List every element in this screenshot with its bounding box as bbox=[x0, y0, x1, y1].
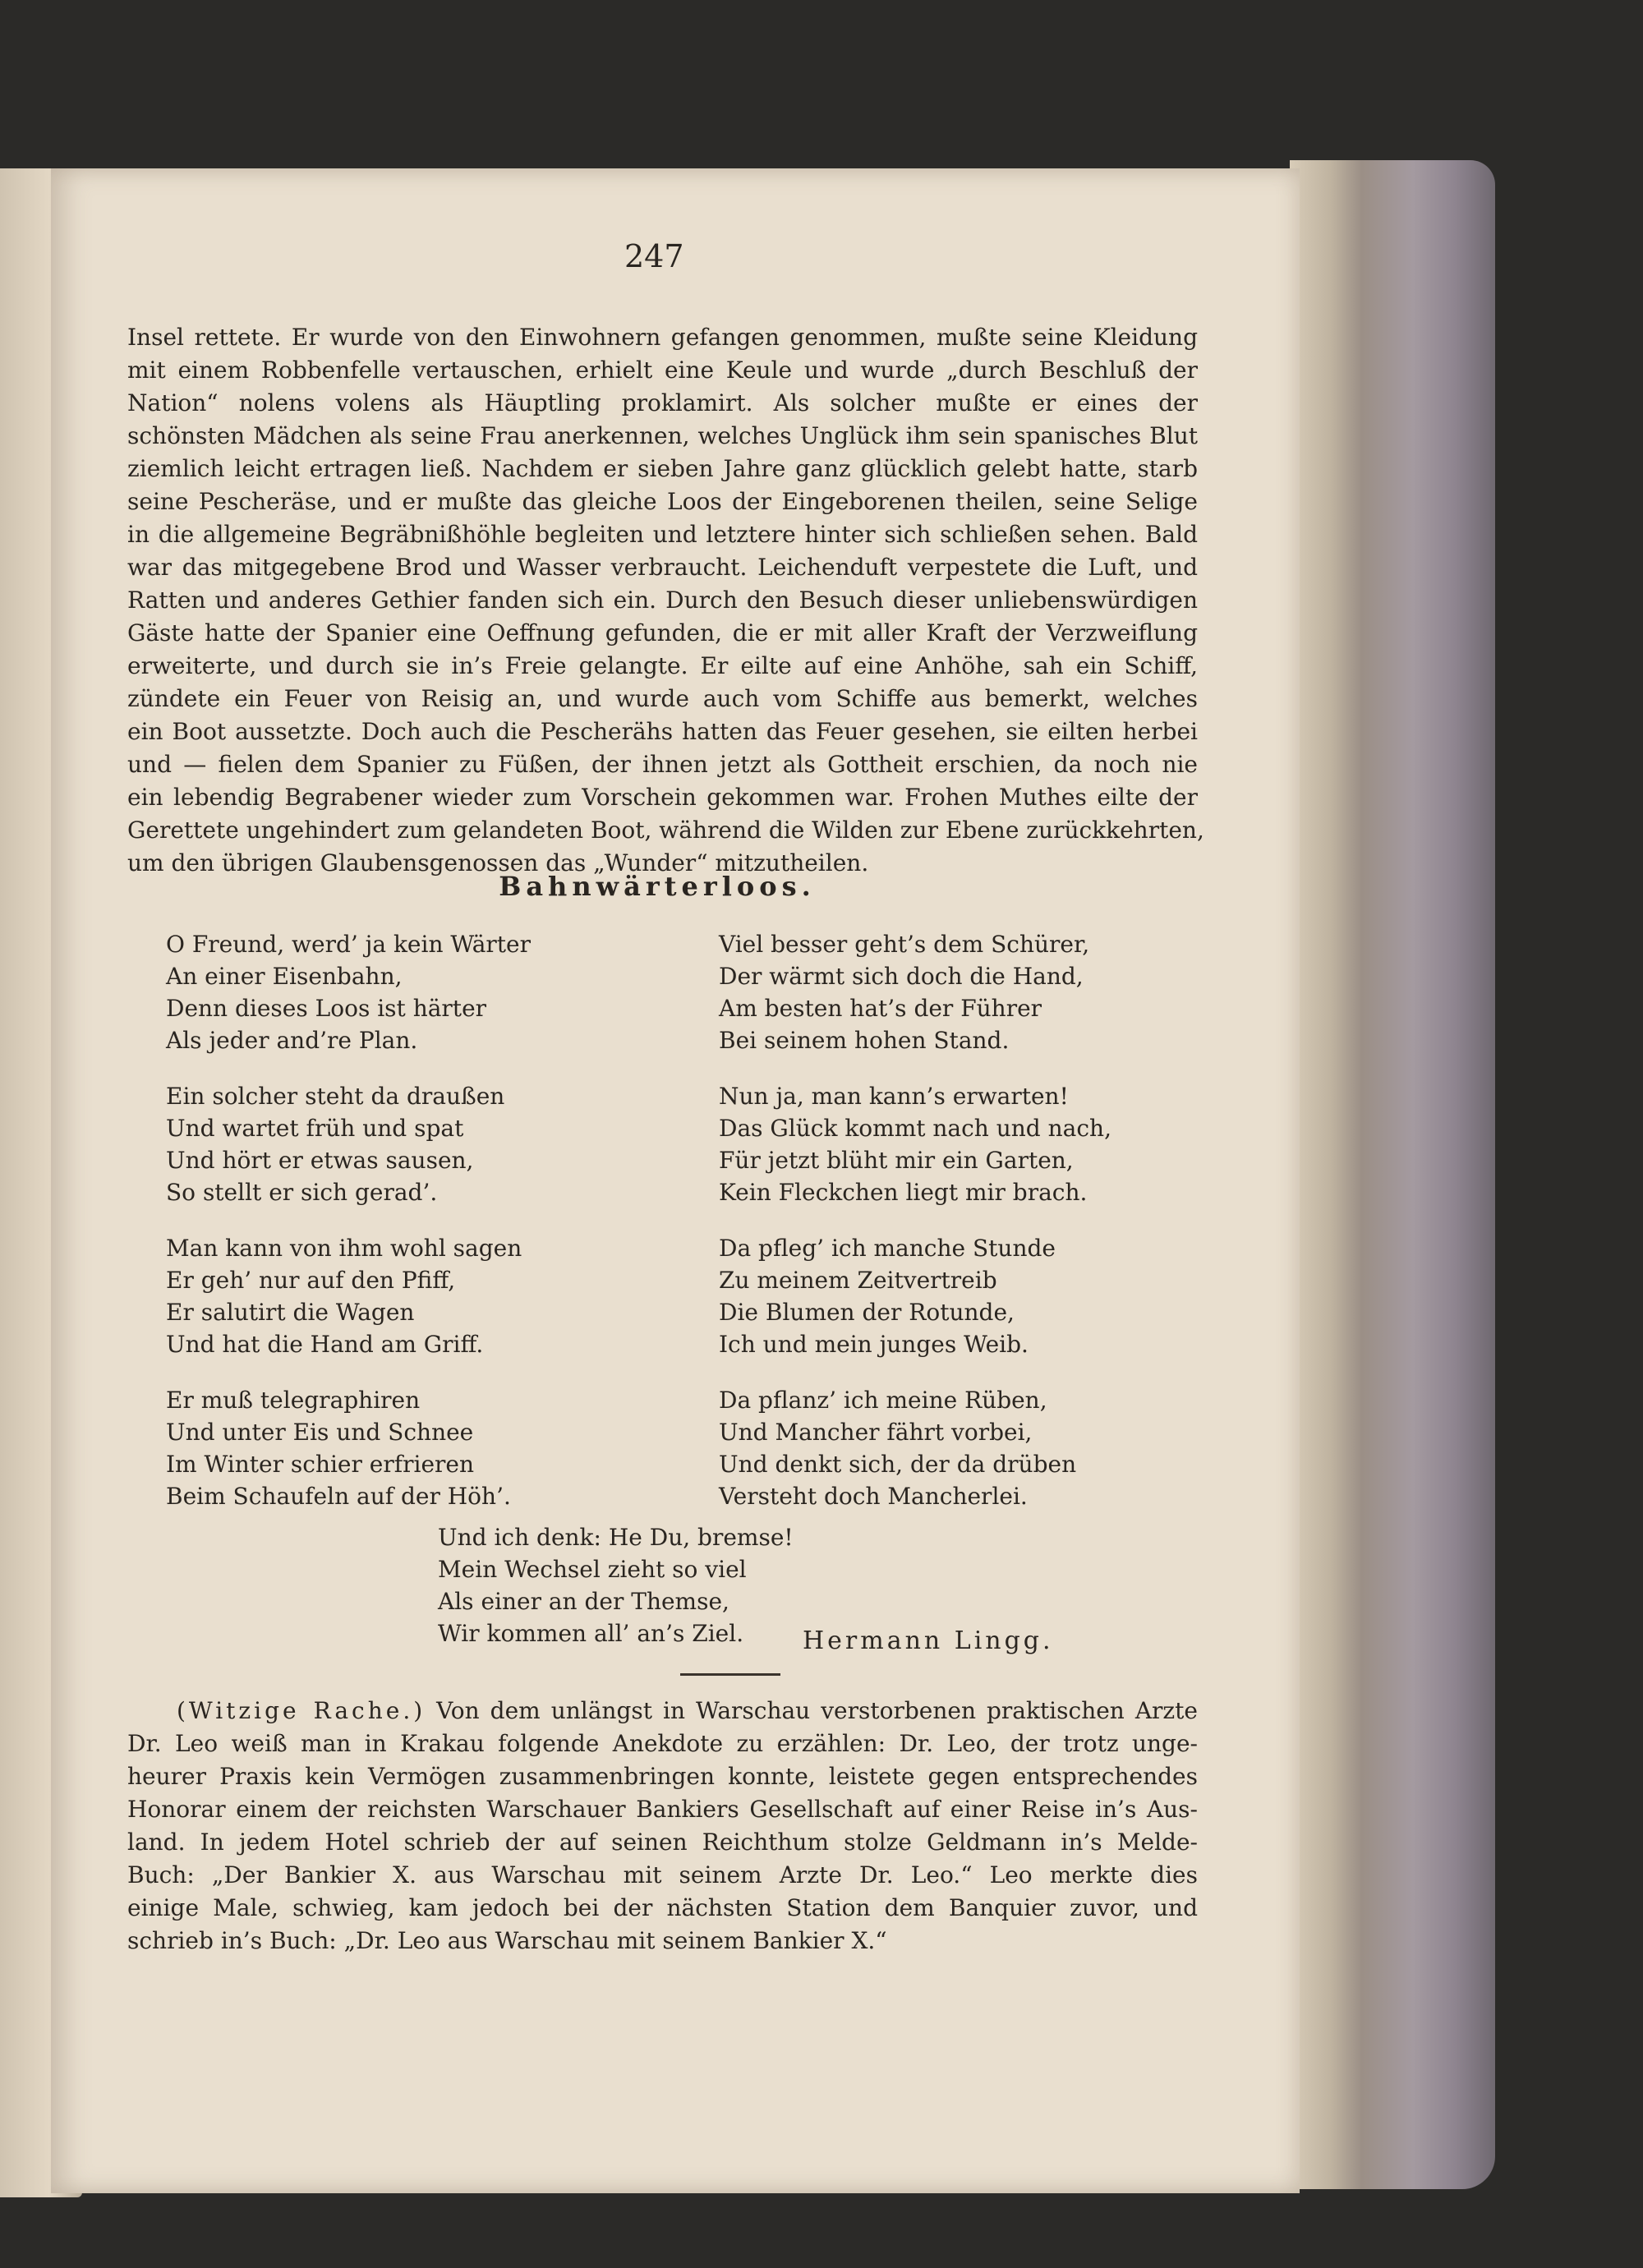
poem-line: Und ich denk: He Du, bremse! bbox=[438, 1524, 794, 1551]
poem-line: Beim Schaufeln auf der Höh’. bbox=[166, 1483, 511, 1510]
text-line: war das mitgegebene Brod und Wasser verbraucht. Leichenduft verpestete die Luft, und bbox=[127, 554, 1198, 581]
text-line: Ratten und anderes Gethier fanden sich ein. Durch den Besuch dieser unliebenswürdigen bbox=[127, 587, 1198, 614]
poem-line: Und hört er etwas sausen, bbox=[166, 1147, 474, 1174]
text-line: einige Male, schwieg, kam jedoch bei der nächsten Station dem Banquier zuvor, und bbox=[127, 1894, 1198, 1921]
poem-line: Denn dieses Loos ist härter bbox=[166, 995, 487, 1022]
text-line: ein lebendig Begrabener wieder zum Vorschein gekommen war. Frohen Muthes eilte der bbox=[127, 784, 1198, 811]
text-line: seine Pescheräse, und er mußte das gleiche Loos der Eingeborenen theilen, seine Selige bbox=[127, 488, 1198, 515]
poem-line: Für jetzt blüht mir ein Garten, bbox=[719, 1147, 1074, 1174]
text-line: ein Boot aussetzte. Doch auch die Pescherähs hatten das Feuer gesehen, sie eilten herbei bbox=[127, 718, 1198, 745]
poem-line: Er geh’ nur auf den Pfiff, bbox=[166, 1267, 456, 1294]
poem-line: Da pflanz’ ich meine Rüben, bbox=[719, 1387, 1047, 1414]
poem-line: Als jeder and’re Plan. bbox=[166, 1027, 418, 1054]
poem-line: An einer Eisenbahn, bbox=[166, 963, 403, 990]
poem-line: Man kann von ihm wohl sagen bbox=[166, 1235, 522, 1262]
poem-line: Und Mancher fährt vorbei, bbox=[719, 1419, 1033, 1446]
section-divider bbox=[680, 1673, 780, 1676]
text-span: Von dem unlängst in Warschau verstorbenen praktischen Arzte bbox=[436, 1697, 1198, 1724]
poem-line: Der wärmt sich doch die Hand, bbox=[719, 963, 1084, 990]
text-line: zündete ein Feuer von Reisig an, und wurde auch vom Schiffe aus bemerkt, welches bbox=[127, 685, 1198, 712]
poem-line: Da pfleg’ ich manche Stunde bbox=[719, 1235, 1056, 1262]
poem-line: Kein Fleckchen liegt mir brach. bbox=[719, 1179, 1088, 1206]
text-line: heurer Praxis kein Vermögen zusammenbringen konnte, leistete gegen entsprechendes bbox=[127, 1763, 1198, 1790]
text-line: Honorar einem der reichsten Warschauer Bankiers Gesellschaft auf einer Reise in’s Aus- bbox=[127, 1796, 1198, 1823]
poem-line: Am besten hat’s der Führer bbox=[719, 995, 1042, 1022]
text-line: schrieb in’s Buch: „Dr. Leo aus Warschau mit seinem Bankier X.“ bbox=[127, 1927, 887, 1954]
poem-line: Und unter Eis und Schnee bbox=[166, 1419, 474, 1446]
text-line: Gäste hatte der Spanier eine Oeffnung gefunden, die er mit aller Kraft der Verzweiflung bbox=[127, 619, 1198, 646]
poem-line: Viel besser geht’s dem Schürer, bbox=[719, 931, 1090, 958]
poem-line: Ich und mein junges Weib. bbox=[719, 1331, 1029, 1358]
poem-line: Im Winter schier erfrieren bbox=[166, 1451, 475, 1478]
poem-line: Wir kommen all’ an’s Ziel. bbox=[438, 1620, 744, 1647]
text-line bbox=[177, 1695, 1198, 1727]
page-number: 247 bbox=[624, 238, 684, 274]
poem-line: Versteht doch Mancherlei. bbox=[719, 1483, 1028, 1510]
poem-line: Mein Wechsel zieht so viel bbox=[438, 1556, 747, 1583]
text-line: Nation“ nolens volens als Häuptling proklamirt. Als solcher mußte er eines der bbox=[127, 389, 1198, 416]
text-line: Insel rettete. Er wurde von den Einwohnern gefangen genommen, mußte seine Kleidung bbox=[127, 324, 1198, 351]
poem-line: Ein solcher steht da draußen bbox=[166, 1083, 505, 1110]
poem-line: Er salutirt die Wagen bbox=[166, 1299, 415, 1326]
poem-line: Und wartet früh und spat bbox=[166, 1115, 464, 1142]
poem-line: Und hat die Hand am Griff. bbox=[166, 1331, 484, 1358]
text-line: land. In jedem Hotel schrieb der auf seinen Reichthum stolze Geldmann in’s Melde- bbox=[127, 1829, 1198, 1856]
page-block-edges bbox=[1290, 160, 1495, 2189]
text-line: schönsten Mädchen als seine Frau anerkennen, welches Unglück ihm sein spanisches Blut bbox=[127, 422, 1198, 449]
text-line: Dr. Leo weiß man in Krakau folgende Anekdote zu erzählen: Dr. Leo, der trotz unge- bbox=[127, 1730, 1198, 1757]
poem-author: Hermann Lingg. bbox=[803, 1626, 1054, 1655]
poem-line: Nun ja, man kann’s erwarten! bbox=[719, 1083, 1069, 1110]
poem-line: O Freund, werd’ ja kein Wärter bbox=[166, 931, 532, 958]
text-line: erweiterte, und durch sie in’s Freie gelangte. Er eilte auf eine Anhöhe, sah ein Schiff, bbox=[127, 652, 1198, 679]
text-line: ziemlich leicht ertragen ließ. Nachdem er sieben Jahre ganz glücklich gelebt hatte, starb bbox=[127, 455, 1198, 482]
text-line: in die allgemeine Begräbnißhöhle begleiten und letztere hinter sich schließen sehen. Bald bbox=[127, 521, 1198, 548]
poem-line: Als einer an der Themse, bbox=[438, 1588, 729, 1615]
poem-title: Bahnwärterloos. bbox=[499, 871, 816, 902]
poem-line: Er muß telegraphiren bbox=[166, 1387, 421, 1414]
poem-line: Die Blumen der Rotunde, bbox=[719, 1299, 1015, 1326]
text-line: und — fielen dem Spanier zu Füßen, der ihnen jetzt als Gottheit erschien, da noch nie bbox=[127, 751, 1198, 778]
poem-line: Und denkt sich, der da drüben bbox=[719, 1451, 1077, 1478]
poem-line: Zu meinem Zeitvertreib bbox=[719, 1267, 997, 1294]
text-line: Buch: „Der Bankier X. aus Warschau mit seinem Arzte Dr. Leo.“ Leo merkte dies bbox=[127, 1861, 1198, 1888]
anecdote-heading: (Witzige Rache.) bbox=[177, 1697, 426, 1724]
poem-line: So stellt er sich gerad’. bbox=[166, 1179, 438, 1206]
text-line: um den übrigen Glaubensgenossen das „Wunder“ mitzutheilen. bbox=[127, 849, 869, 876]
text-line: Gerettete ungehindert zum gelandeten Boot, während die Wilden zur Ebene zurückkehrten, bbox=[127, 817, 1204, 844]
poem-line: Bei seinem hohen Stand. bbox=[719, 1027, 1010, 1054]
text-line: mit einem Robbenfelle vertauschen, erhielt eine Keule und wurde „durch Beschluß der bbox=[127, 357, 1198, 384]
poem-line: Das Glück kommt nach und nach, bbox=[719, 1115, 1111, 1142]
